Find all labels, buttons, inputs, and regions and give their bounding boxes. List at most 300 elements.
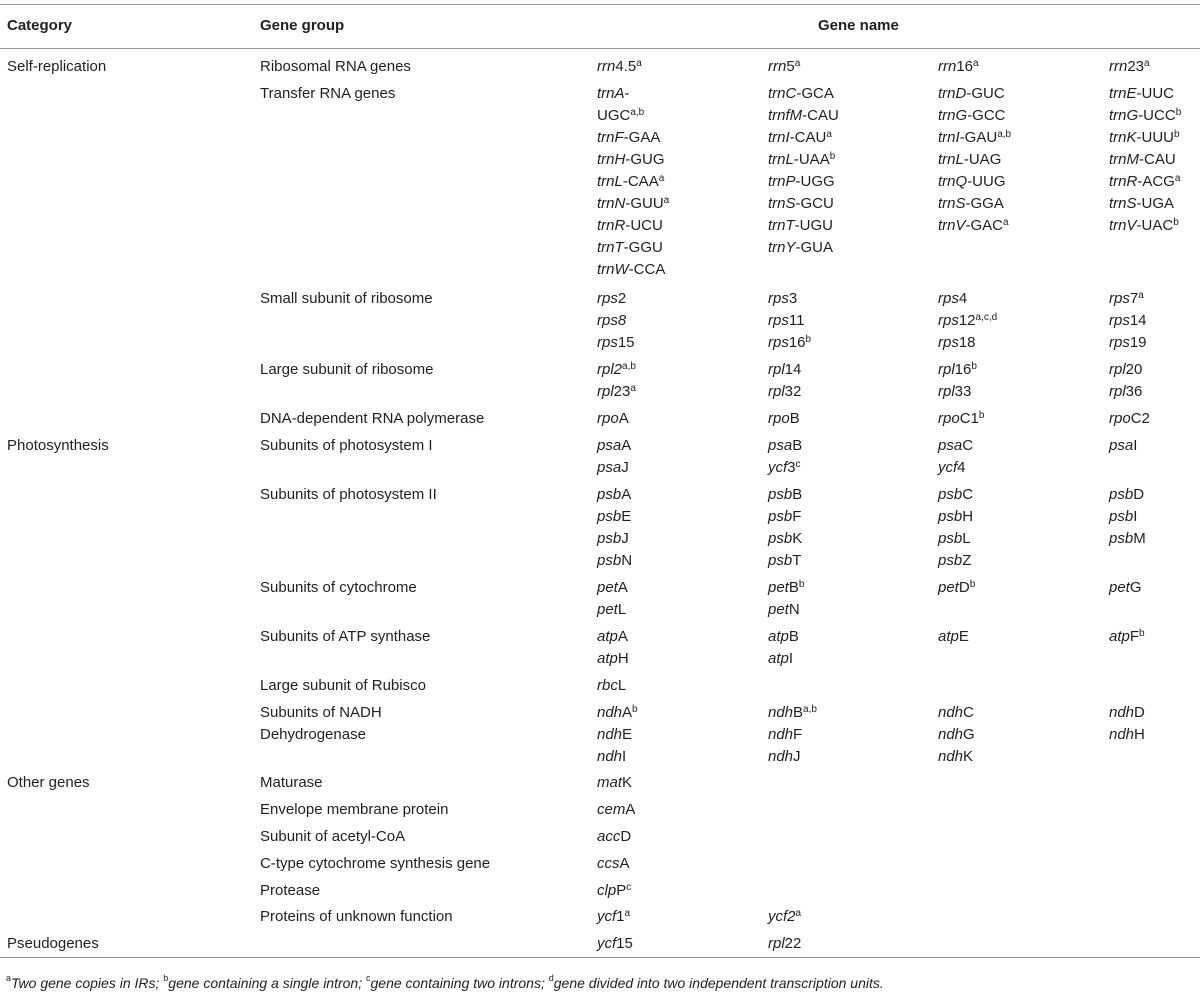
gene-name <box>1109 107 1181 125</box>
gene-name-suffix: P <box>616 882 627 899</box>
gene-name-italic: atp <box>1109 628 1130 645</box>
gene-name-italic: atp <box>597 628 618 645</box>
gene-name <box>938 726 975 744</box>
gene-name-suffix: -UGU <box>794 217 833 234</box>
gene-name <box>938 217 1009 235</box>
gene-footnote-marker: c <box>795 459 801 470</box>
gene-name-italic: ycf <box>938 459 958 476</box>
gene-name-italic: rrn <box>768 58 787 75</box>
gene-name <box>938 410 984 428</box>
gene-name-suffix: L <box>617 601 627 618</box>
gene-name-suffix: J <box>621 459 629 476</box>
gene-name-suffix: H <box>617 650 629 667</box>
gene-name-italic: atp <box>768 650 789 667</box>
gene-name-italic: trnS <box>938 195 966 212</box>
gene-name-suffix: I <box>1133 508 1138 525</box>
gene-name-suffix: A <box>619 855 630 872</box>
gene-footnote-marker: a <box>794 58 801 69</box>
gene-name-italic: ndh <box>1109 704 1135 721</box>
gene-name <box>768 530 802 548</box>
gene-name-suffix: -UUU <box>1136 129 1175 146</box>
gene-name <box>1109 312 1147 330</box>
gene-name-italic: trnS <box>768 195 796 212</box>
gene-name <box>768 195 834 213</box>
gene-name <box>597 552 632 570</box>
gene-name-italic: trnA <box>597 85 625 102</box>
gene-name-italic: psb <box>768 486 793 503</box>
gene-name-italic: trnQ <box>938 173 968 190</box>
gene-name-italic: clp <box>597 882 617 899</box>
gene-name-italic: trnL <box>597 173 623 190</box>
gene-name-italic: ndh <box>597 704 623 721</box>
gene-name-suffix: N <box>621 552 633 569</box>
gene-footnote-marker: a <box>624 908 631 919</box>
gene-name-italic: rpl <box>597 383 614 400</box>
gene-group-label: Subunits of ATP synthase <box>260 628 431 645</box>
gene-name-suffix: H <box>1134 726 1145 743</box>
gene-footnote-marker: a,b <box>803 704 817 715</box>
table-footnote <box>6 975 884 991</box>
gene-name-suffix: E <box>622 726 633 743</box>
gene-name <box>1109 437 1137 455</box>
gene-name-suffix: -UUG <box>967 173 1006 190</box>
gene-name-italic: psb <box>1109 508 1134 525</box>
gene-name-italic: ndh <box>768 726 794 743</box>
gene-footnote-marker: a <box>1174 173 1181 184</box>
gene-name-italic: rpl <box>1109 383 1126 400</box>
gene-name-suffix: L <box>617 677 627 694</box>
gene-name <box>768 486 802 504</box>
gene-name <box>938 195 1004 213</box>
gene-name <box>597 107 644 125</box>
gene-name <box>597 129 660 147</box>
gene-name <box>768 173 835 191</box>
gene-name-suffix: 12 <box>958 312 976 329</box>
gene-name <box>938 107 1006 125</box>
gene-footnote-marker: a,b <box>622 361 636 372</box>
gene-name-suffix: 4.5 <box>615 58 637 75</box>
gene-name-italic: trnY <box>768 239 796 256</box>
gene-name-suffix: M <box>1133 530 1146 547</box>
gene-name <box>597 774 632 792</box>
gene-name <box>768 361 801 379</box>
gene-group-label: Envelope membrane protein <box>260 801 449 818</box>
gene-name-italic: trnW <box>597 261 629 278</box>
gene-name <box>597 437 631 455</box>
gene-name <box>597 486 631 504</box>
gene-name <box>1109 195 1174 213</box>
gene-name-suffix: 16 <box>788 334 806 351</box>
gene-name <box>768 579 804 597</box>
gene-name <box>768 508 801 526</box>
gene-name-suffix: J <box>793 748 801 765</box>
gene-name-suffix: I <box>788 650 794 667</box>
gene-name <box>597 85 630 103</box>
gene-name <box>938 748 973 766</box>
gene-name <box>768 437 802 455</box>
gene-name-suffix: D <box>1133 486 1145 503</box>
gene-name-italic: atp <box>597 650 618 667</box>
gene-name-suffix: 3 <box>788 290 798 307</box>
gene-name <box>938 290 967 308</box>
gene-name <box>597 383 636 401</box>
footnote-marker: d <box>548 973 554 983</box>
gene-name <box>768 552 801 570</box>
gene-name-suffix: D <box>620 828 632 845</box>
gene-name <box>768 601 800 619</box>
gene-name-suffix: G <box>1129 579 1142 596</box>
gene-name <box>938 437 973 455</box>
gene-group-label: Small subunit of ribosome <box>260 290 433 307</box>
gene-name-italic: ycf2 <box>768 908 796 925</box>
gene-name-italic: rpl2 <box>597 361 623 378</box>
gene-name-italic: ccs <box>597 855 620 872</box>
gene-name <box>597 855 630 873</box>
gene-name <box>938 85 1005 103</box>
gene-name-italic: rps <box>768 334 789 351</box>
top-rule <box>0 4 1200 5</box>
gene-name-italic: psa <box>768 437 793 454</box>
gene-group-label: Subunit of acetyl-CoA <box>260 828 406 845</box>
gene-name-italic: pet <box>768 579 789 596</box>
gene-name <box>938 361 977 379</box>
gene-footnote-marker: a,b <box>997 129 1012 140</box>
gene-name <box>1109 508 1137 526</box>
gene-footnote-marker: a <box>663 195 670 206</box>
header-gene-name: Gene name <box>818 17 899 34</box>
gene-name <box>768 129 832 147</box>
gene-footnote-marker: b <box>1173 217 1179 228</box>
gene-name <box>768 290 797 308</box>
gene-name <box>938 486 973 504</box>
gene-name-suffix: B <box>788 628 799 645</box>
gene-name-italic: rrn <box>597 58 616 75</box>
gene-name <box>597 748 626 766</box>
gene-name-italic: psb <box>597 486 622 503</box>
gene-name-suffix: A <box>617 628 628 645</box>
gene-group-label: Large subunit of ribosome <box>260 361 434 378</box>
gene-name <box>938 530 971 548</box>
gene-footnote-marker: a <box>1138 290 1144 301</box>
gene-footnote-marker: c <box>626 882 632 893</box>
gene-name-italic: ycf <box>768 459 788 476</box>
gene-name-suffix: -UGG <box>795 173 835 190</box>
gene-name <box>768 650 793 668</box>
gene-group-label: Ribosomal RNA genes <box>260 58 411 75</box>
gene-name <box>1109 217 1179 235</box>
gene-name <box>1109 704 1145 722</box>
gene-footnote-marker: a,b <box>630 107 645 118</box>
gene-group-label: Large subunit of Rubisco <box>260 677 426 694</box>
gene-footnote-marker: a <box>658 173 665 184</box>
gene-footnote-marker: a <box>1003 217 1009 228</box>
gene-name <box>768 58 800 76</box>
gene-name-suffix: I <box>1133 437 1138 454</box>
gene-name <box>938 58 979 76</box>
gene-name-suffix: C <box>962 486 974 503</box>
gene-name-italic: pet <box>597 601 618 618</box>
gene-name-suffix: -UCU <box>625 217 663 234</box>
gene-name-suffix: -UAA <box>793 151 830 168</box>
gene-name-suffix: 2 <box>617 290 627 307</box>
gene-name-suffix: K <box>622 774 633 791</box>
gene-name-suffix: 14 <box>784 361 802 378</box>
gene-name-suffix: 23 <box>1127 58 1145 75</box>
gene-name <box>768 726 802 744</box>
gene-group-label: Maturase <box>260 774 323 791</box>
gene-name <box>597 151 665 169</box>
gene-name-suffix: -GUG <box>625 151 665 168</box>
gene-group-label: C-type cytochrome synthesis gene <box>260 855 491 872</box>
gene-footnote-marker: b <box>829 151 836 162</box>
gene-name-suffix: 4 <box>957 459 966 476</box>
gene-name <box>768 704 817 722</box>
gene-name <box>938 129 1011 147</box>
gene-name <box>938 628 969 646</box>
gene-name-suffix: E <box>958 628 969 645</box>
gene-name-suffix: 3 <box>787 459 796 476</box>
gene-name-italic: rps <box>1109 290 1130 307</box>
gene-name <box>597 882 631 900</box>
gene-name-italic: rbc <box>597 677 618 694</box>
gene-name-italic: trnH <box>597 151 626 168</box>
gene-name <box>938 579 975 597</box>
gene-name-suffix: -CAU <box>802 107 839 124</box>
gene-name <box>938 704 974 722</box>
gene-name <box>768 628 799 646</box>
gene-group-label: Dehydrogenase <box>260 726 366 743</box>
gene-name-suffix: F <box>793 726 803 743</box>
gene-name-italic: rrn <box>938 58 957 75</box>
gene-name <box>1109 173 1180 191</box>
gene-name <box>1109 334 1147 352</box>
gene-name-suffix: 15 <box>617 334 635 351</box>
gene-name <box>1109 58 1150 76</box>
gene-name-italic: psb <box>938 486 963 503</box>
gene-name <box>597 217 663 235</box>
gene-name-italic: rpl <box>1109 361 1126 378</box>
gene-name-suffix: - <box>624 85 630 102</box>
gene-name-italic: rpl <box>768 383 785 400</box>
gene-name-italic: rpo <box>1109 410 1131 427</box>
gene-name-italic: rrn <box>1109 58 1128 75</box>
gene-name-italic: trnR <box>597 217 626 234</box>
gene-name <box>1109 410 1150 428</box>
gene-name-italic: pet <box>768 601 789 618</box>
gene-name <box>768 459 801 477</box>
gene-name-italic: psa <box>597 459 622 476</box>
gene-name-italic: mat <box>597 774 623 791</box>
gene-footnote-marker: a <box>795 908 802 919</box>
gene-name <box>597 239 663 257</box>
gene-name-italic: pet <box>938 579 959 596</box>
footnote-marker: c <box>366 973 371 983</box>
header-rule <box>0 48 1200 49</box>
gene-name-suffix: K <box>792 530 803 547</box>
gene-name <box>597 173 664 191</box>
gene-name-suffix: 15 <box>616 935 633 952</box>
gene-name-italic: ycf <box>597 908 617 925</box>
gene-name-suffix: -UAC <box>1136 217 1174 234</box>
gene-name-italic: ndh <box>597 726 623 743</box>
gene-footnote-marker: a <box>630 383 636 394</box>
gene-name-suffix: G <box>963 726 975 743</box>
gene-name-suffix: N <box>788 601 800 618</box>
gene-name <box>597 361 636 379</box>
gene-name-suffix: 7 <box>1129 290 1139 307</box>
gene-name <box>597 530 629 548</box>
gene-name <box>938 459 966 477</box>
gene-name <box>597 579 628 597</box>
gene-group-label: Subunits of photosystem I <box>260 437 433 454</box>
gene-name-suffix: -UAG <box>963 151 1002 168</box>
gene-name-suffix: 1 <box>616 908 625 925</box>
gene-name <box>938 151 1001 169</box>
gene-name <box>938 312 997 330</box>
gene-name-italic: trnG <box>938 107 968 124</box>
gene-name-suffix: A <box>621 486 632 503</box>
footnote-text: gene containing two introns; <box>370 975 549 991</box>
gene-name <box>597 312 626 330</box>
gene-name-suffix: D <box>1134 704 1145 721</box>
gene-name-suffix: -GGA <box>965 195 1004 212</box>
gene-name-italic: psa <box>597 437 622 454</box>
gene-name <box>1109 290 1144 308</box>
gene-name <box>597 726 632 744</box>
gene-name-italic: rpo <box>768 410 790 427</box>
footnote-text: Two gene copies in IRs; <box>11 975 164 991</box>
gene-footnote-marker: a,c,d <box>975 312 998 323</box>
gene-name-italic: rpl <box>938 361 955 378</box>
gene-name-suffix: -CAU <box>789 129 827 146</box>
gene-name-italic: rpo <box>938 410 960 427</box>
gene-name-italic: rps <box>938 312 959 329</box>
gene-name-suffix: -GUU <box>625 195 664 212</box>
gene-name-suffix: J <box>621 530 629 547</box>
gene-name-suffix: D <box>958 579 970 596</box>
gene-name <box>768 239 833 257</box>
category-label: Self-replication <box>7 58 107 75</box>
gene-name-italic: ycf <box>597 935 617 952</box>
gene-footnote-marker: a <box>1144 58 1150 69</box>
gene-name-suffix: -GCA <box>796 85 834 102</box>
gene-name-suffix: 18 <box>958 334 976 351</box>
gene-name-italic: trnV <box>938 217 966 234</box>
gene-name <box>1109 579 1142 597</box>
gene-name-italic: trnD <box>938 85 967 102</box>
gene-name-italic: rps <box>768 312 789 329</box>
gene-name <box>938 552 971 570</box>
gene-name <box>768 748 801 766</box>
gene-name-italic: ndh <box>938 726 964 743</box>
gene-name-suffix: E <box>621 508 632 525</box>
gene-name-suffix: 19 <box>1129 334 1147 351</box>
gene-name-suffix: C <box>962 437 974 454</box>
gene-name <box>938 334 976 352</box>
gene-name-italic: rps <box>597 290 618 307</box>
gene-footnote-marker: b <box>798 579 805 590</box>
gene-name-suffix: -GUA <box>795 239 834 256</box>
category-label: Other genes <box>7 774 90 791</box>
gene-footnote-marker: b <box>971 361 977 372</box>
gene-name-italic: acc <box>597 828 621 845</box>
gene-name-suffix: I <box>622 748 627 765</box>
gene-name-italic: atp <box>768 628 789 645</box>
gene-name-italic: ndh <box>938 748 964 765</box>
gene-name-suffix: -GCC <box>967 107 1006 124</box>
gene-name-suffix: -GGU <box>623 239 663 256</box>
gene-name-italic: trnR <box>1109 173 1138 190</box>
gene-name-italic: pet <box>597 579 618 596</box>
gene-name <box>597 410 629 428</box>
gene-group-label: DNA-dependent RNA polymerase <box>260 410 485 427</box>
gene-name-suffix: -UUC <box>1136 85 1175 102</box>
gene-name-suffix: A <box>621 437 632 454</box>
gene-name-suffix: -GUC <box>966 85 1005 102</box>
gene-group-label: Protease <box>260 882 321 899</box>
gene-name-suffix: F <box>1129 628 1140 645</box>
gene-name-italic: rpl <box>938 383 955 400</box>
gene-name-italic: cem <box>597 801 626 818</box>
gene-group-label: Subunits of photosystem II <box>260 486 437 503</box>
gene-name-italic: trnL <box>768 151 794 168</box>
footnote-marker: b <box>163 973 169 983</box>
gene-name-italic: psb <box>938 508 963 525</box>
gene-group-label: Subunits of NADH <box>260 704 382 721</box>
gene-name-italic: rps <box>768 290 789 307</box>
gene-name <box>597 290 626 308</box>
gene-name <box>1109 628 1145 646</box>
gene-name <box>1109 129 1180 147</box>
gene-name <box>597 334 635 352</box>
gene-name <box>768 334 811 352</box>
gene-name-italic: rps <box>1109 334 1130 351</box>
gene-name-italic: ndh <box>768 704 794 721</box>
gene-name-suffix: T <box>792 552 802 569</box>
gene-name-italic: ndh <box>938 704 964 721</box>
gene-footnote-marker: a <box>973 58 979 69</box>
gene-name-italic: psb <box>597 530 622 547</box>
gene-name-italic: trnS <box>1109 195 1137 212</box>
gene-group-label: Proteins of unknown function <box>260 908 453 925</box>
gene-name-italic: trnF <box>597 129 624 146</box>
gene-name-suffix: -GAC <box>965 217 1004 234</box>
gene-name <box>597 801 635 819</box>
gene-name-suffix: A <box>618 410 629 427</box>
gene-name-italic: rpo <box>597 410 619 427</box>
gene-name-suffix: L <box>962 530 971 547</box>
gene-footnote-marker: b <box>1174 129 1180 140</box>
gene-name-italic: trnC <box>768 85 797 102</box>
gene-name <box>597 828 631 846</box>
gene-name-suffix: 16 <box>956 58 974 75</box>
gene-name <box>938 383 971 401</box>
gene-name-italic: rps <box>938 290 959 307</box>
gene-name-suffix: H <box>962 508 974 525</box>
gene-name <box>1109 151 1176 169</box>
gene-name <box>768 383 801 401</box>
gene-name-italic: psb <box>768 530 793 547</box>
gene-name <box>938 508 973 526</box>
gene-name-suffix: 14 <box>1129 312 1147 329</box>
gene-name-suffix: 32 <box>784 383 802 400</box>
gene-name-suffix: -ACG <box>1137 173 1175 190</box>
gene-name <box>597 677 626 695</box>
gene-name-italic: trnI <box>768 129 790 146</box>
gene-name-italic: trnL <box>938 151 964 168</box>
gene-footnote-marker: b <box>1139 628 1145 639</box>
gene-name-suffix: 36 <box>1125 383 1143 400</box>
